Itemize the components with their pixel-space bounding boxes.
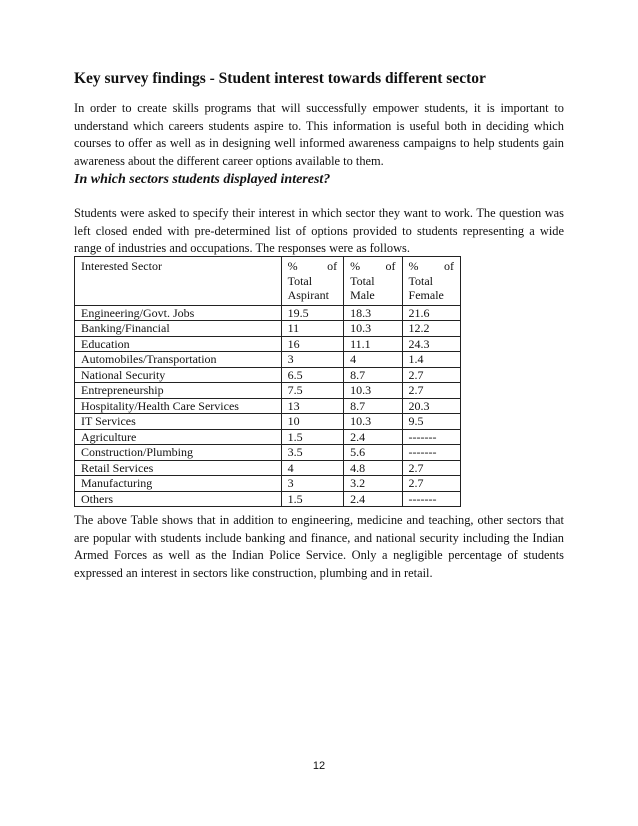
page-number: 12 bbox=[312, 760, 326, 772]
cell-sector: IT Services bbox=[75, 414, 282, 430]
sector-interest-table bbox=[74, 256, 461, 507]
cell-sector: Entrepreneurship bbox=[75, 383, 282, 399]
table-row bbox=[75, 383, 461, 399]
table-row bbox=[75, 321, 461, 337]
cell-sector: Automobiles/Transportation bbox=[75, 352, 282, 368]
cell-female: 12.2 bbox=[402, 321, 460, 337]
cell-male: 2.4 bbox=[344, 491, 402, 507]
cell-sector: Retail Services bbox=[75, 460, 282, 476]
cell-female: ------- bbox=[402, 429, 460, 445]
section-heading: Key survey findings - Student interest towards different sector bbox=[74, 70, 486, 87]
cell-sector: Education bbox=[75, 336, 282, 352]
cell-female: 24.3 bbox=[402, 336, 460, 352]
table-row bbox=[75, 305, 461, 321]
table-row bbox=[75, 367, 461, 383]
cell-sector: Banking/Financial bbox=[75, 321, 282, 337]
cell-sector: National Security bbox=[75, 367, 282, 383]
intro-paragraph: In order to create skills programs that will successfully empower students, it is important to understand which careers students aspire to. This information is useful both in deciding which courses to offer as well as in designing well informed awareness campaigns to help students gain awareness about the different career options available to them. bbox=[74, 101, 564, 168]
table-row bbox=[75, 476, 461, 492]
cell-sector: Agriculture bbox=[75, 429, 282, 445]
header-female: % of Total Female bbox=[402, 257, 460, 306]
cell-aspirant: 4 bbox=[281, 460, 343, 476]
table-row bbox=[75, 491, 461, 507]
cell-male: 4.8 bbox=[344, 460, 402, 476]
cell-male: 3.2 bbox=[344, 476, 402, 492]
cell-aspirant: 6.5 bbox=[281, 367, 343, 383]
cell-aspirant: 7.5 bbox=[281, 383, 343, 399]
table-row bbox=[75, 460, 461, 476]
table-row bbox=[75, 352, 461, 368]
cell-female: ------- bbox=[402, 491, 460, 507]
cell-aspirant: 11 bbox=[281, 321, 343, 337]
method-paragraph: Students were asked to specify their interest in which sector they want to work. The question was left closed ended with pre-determined list of options provided to students representing a wide range of industries and occupations. The responses were as follows. bbox=[74, 206, 564, 255]
cell-female: 9.5 bbox=[402, 414, 460, 430]
cell-female: 2.7 bbox=[402, 367, 460, 383]
analysis-paragraph: The above Table shows that in addition to engineering, medicine and teaching, other sectors that are popular with students include banking and finance, and national security including the Indian Armed Forces as well as the Indian Police Service. Only a negligible percentage of students expressed an interest in sectors like construction, plumbing and in retail. bbox=[74, 513, 564, 580]
table-row bbox=[75, 414, 461, 430]
cell-aspirant: 3.5 bbox=[281, 445, 343, 461]
cell-sector: Construction/Plumbing bbox=[75, 445, 282, 461]
cell-sector: Engineering/Govt. Jobs bbox=[75, 305, 282, 321]
cell-male: 18.3 bbox=[344, 305, 402, 321]
cell-aspirant: 10 bbox=[281, 414, 343, 430]
cell-male: 10.3 bbox=[344, 321, 402, 337]
header-aspirant: % of Total Aspirant bbox=[281, 257, 343, 306]
cell-male: 11.1 bbox=[344, 336, 402, 352]
cell-sector: Others bbox=[75, 491, 282, 507]
cell-aspirant: 3 bbox=[281, 352, 343, 368]
table-row bbox=[75, 398, 461, 414]
cell-female: 20.3 bbox=[402, 398, 460, 414]
cell-male: 8.7 bbox=[344, 398, 402, 414]
cell-sector: Hospitality/Health Care Services bbox=[75, 398, 282, 414]
cell-female: 1.4 bbox=[402, 352, 460, 368]
cell-female: 2.7 bbox=[402, 476, 460, 492]
cell-female: ------- bbox=[402, 445, 460, 461]
cell-male: 10.3 bbox=[344, 383, 402, 399]
cell-male: 2.4 bbox=[344, 429, 402, 445]
table-row bbox=[75, 336, 461, 352]
cell-sector: Manufacturing bbox=[75, 476, 282, 492]
cell-male: 4 bbox=[344, 352, 402, 368]
cell-aspirant: 19.5 bbox=[281, 305, 343, 321]
cell-aspirant: 1.5 bbox=[281, 491, 343, 507]
header-sector: Interested Sector bbox=[75, 257, 282, 306]
header-male: % of Total Male bbox=[344, 257, 402, 306]
cell-female: 2.7 bbox=[402, 383, 460, 399]
cell-aspirant: 3 bbox=[281, 476, 343, 492]
cell-female: 2.7 bbox=[402, 460, 460, 476]
table-row bbox=[75, 445, 461, 461]
cell-male: 8.7 bbox=[344, 367, 402, 383]
cell-aspirant: 16 bbox=[281, 336, 343, 352]
cell-aspirant: 13 bbox=[281, 398, 343, 414]
cell-aspirant: 1.5 bbox=[281, 429, 343, 445]
cell-male: 5.6 bbox=[344, 445, 402, 461]
table-row bbox=[75, 429, 461, 445]
subsection-heading: In which sectors students displayed interest? bbox=[74, 172, 331, 187]
cell-female: 21.6 bbox=[402, 305, 460, 321]
cell-male: 10.3 bbox=[344, 414, 402, 430]
table-header-row bbox=[75, 257, 461, 306]
